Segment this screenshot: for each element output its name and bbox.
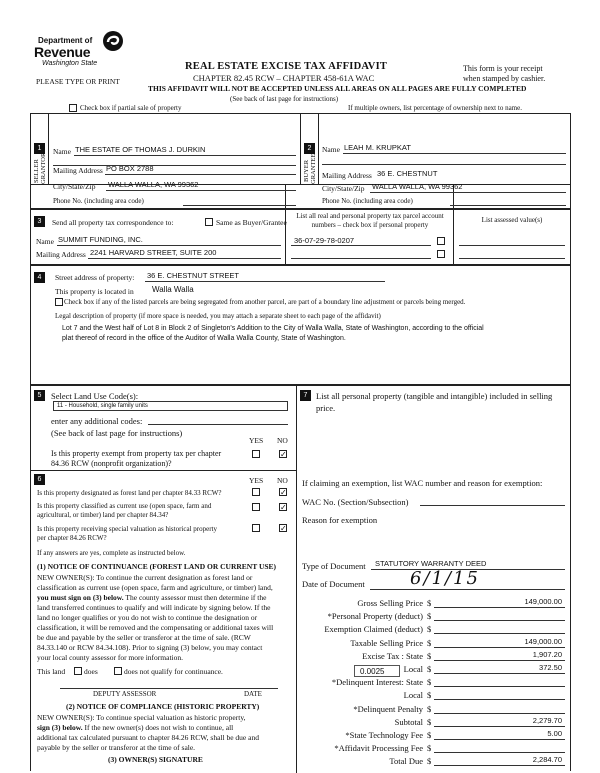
legal-description-label: Legal description of property (if more space is needed, you may attach a separate sheet to each page of the affidavit) bbox=[55, 312, 381, 320]
does-not-checkbox[interactable] bbox=[114, 667, 122, 675]
doc-type-value[interactable]: STATUTORY WARRANTY DEED bbox=[375, 559, 487, 568]
exempt-yes-checkbox[interactable] bbox=[252, 450, 260, 458]
legal-line-1[interactable]: Lot 7 and the West half of Lot 8 in Block 2 of Singleton's Addition to the City of Walla Walla, State of Washington, according to the official bbox=[62, 325, 484, 332]
correspondence-name-label: Name bbox=[36, 237, 54, 246]
form-warning: THIS AFFIDAVIT WILL NOT BE ACCEPTED UNLESS ALL AREAS ON ALL PAGES ARE FULLY COMPLETED bbox=[148, 84, 527, 93]
section-2-number: 2 bbox=[304, 143, 315, 154]
continuance-text-4: land transferred continues to qualify and will indicate by signing below. If the bbox=[37, 603, 271, 612]
fee-row-currency: $ bbox=[427, 677, 432, 687]
fee-row-value[interactable]: 149,000.00 bbox=[524, 637, 562, 646]
doc-date-value[interactable]: 6/1/15 bbox=[410, 568, 480, 589]
fee-row-value[interactable]: 2,279.70 bbox=[532, 716, 562, 725]
fee-row-currency: $ bbox=[427, 598, 432, 608]
s5-yes-header: YES bbox=[249, 436, 264, 445]
fee-row-label: *Delinquent Interest: State bbox=[331, 677, 423, 687]
fee-row-label: Local bbox=[403, 690, 423, 700]
fee-row-label: *State Technology Fee bbox=[345, 730, 423, 740]
current-use-question-2: agricultural, or timber) land per chapter 84.34? bbox=[37, 511, 169, 519]
wa-swirl-icon bbox=[102, 30, 124, 52]
s6-no-header: NO bbox=[277, 476, 288, 485]
correspondence-name-value[interactable]: SUMMIT FUNDING, INC. bbox=[58, 235, 143, 244]
forest-yes-checkbox[interactable] bbox=[252, 488, 260, 496]
seller-mailing-label: Mailing Address bbox=[53, 166, 103, 175]
fee-row-currency: $ bbox=[427, 690, 432, 700]
parcel-2-checkbox[interactable] bbox=[437, 250, 445, 258]
parties-lower-frame bbox=[30, 113, 571, 209]
reason-label: Reason for exemption bbox=[302, 515, 378, 525]
historic-question-2: per chapter 84.26 RCW? bbox=[37, 534, 107, 542]
this-land-label: This land bbox=[37, 667, 66, 676]
grantee-label: GRANTEE bbox=[310, 153, 317, 184]
historic-text-4: payable by the seller or transferor at the time of sale. bbox=[37, 743, 196, 752]
exemption-label: If claiming an exemption, list WAC number and reason for exemption: bbox=[302, 478, 543, 488]
local-rate-box[interactable] bbox=[354, 665, 400, 677]
fee-row-label: Local bbox=[403, 664, 423, 674]
fee-row-currency: $ bbox=[427, 730, 432, 740]
parcels-header-2: numbers – check box if personal property bbox=[311, 221, 429, 229]
instructions-note: (See back of last page for instructions) bbox=[230, 95, 339, 103]
fee-row-value[interactable]: 1,907.20 bbox=[532, 650, 562, 659]
parcel-1-value[interactable]: 36-07-29-78-0207 bbox=[294, 236, 355, 245]
land-use-value: 11 - Household, single family units bbox=[57, 403, 148, 409]
fee-row-value[interactable]: 5.00 bbox=[547, 729, 562, 738]
form-subtitle: CHAPTER 82.45 RCW – CHAPTER 458-61A WAC bbox=[193, 73, 375, 83]
buyer-city-label: City/State/Zip bbox=[322, 184, 365, 193]
section-1-number: 1 bbox=[34, 143, 45, 154]
forest-question: Is this property designated as forest land per chapter 84.33 RCW? bbox=[37, 489, 222, 497]
current-use-question-1: Is this property classified as current use (open space, farm and bbox=[37, 502, 212, 510]
fee-row-label: Excise Tax : State bbox=[362, 651, 423, 661]
doc-date-label: Date of Document bbox=[302, 579, 365, 589]
continuance-text-3: you must sign on (3) below. The county assessor must then determine if the bbox=[37, 593, 267, 602]
buyer-phone-label: Phone No. (including area code) bbox=[322, 197, 413, 205]
correspondence-mailing-label: Mailing Address bbox=[36, 250, 86, 259]
continuance-text-7: be due and payable by the seller or transferor at the time of sale. (RCW bbox=[37, 633, 251, 642]
print-note: PLEASE TYPE OR PRINT bbox=[36, 77, 120, 86]
seller-city-value[interactable]: WALLA WALLA, WA 99362 bbox=[108, 180, 199, 189]
section-6-number: 6 bbox=[34, 474, 45, 485]
deputy-assessor-label: DEPUTY ASSESSOR bbox=[93, 690, 157, 698]
does-label: does bbox=[84, 667, 98, 676]
fee-row-label: Subtotal bbox=[394, 717, 423, 727]
form-title: REAL ESTATE EXCISE TAX AFFIDAVIT bbox=[185, 61, 388, 72]
fee-row-currency: $ bbox=[427, 717, 432, 727]
partial-sale-label: Check box if partial sale of property bbox=[80, 104, 182, 112]
land-use-label: Select Land Use Code(s): bbox=[51, 391, 139, 401]
current-use-yes-checkbox[interactable] bbox=[252, 503, 260, 511]
personal-property-label-2: price. bbox=[316, 403, 336, 413]
current-use-no-checkbox[interactable]: ✓ bbox=[280, 503, 287, 512]
continuance-text-6: classification, it will be removed and the compensating or additional taxes will bbox=[37, 623, 274, 632]
does-not-label: does not qualify for continuance. bbox=[124, 667, 223, 676]
historic-text-2: sign (3) below. If the new owner(s) does not wish to continue, all bbox=[37, 723, 234, 732]
fee-row-value[interactable]: 149,000.00 bbox=[524, 597, 562, 606]
street-address-value[interactable]: 36 E. CHESTNUT STREET bbox=[147, 271, 239, 280]
fee-row-currency: $ bbox=[427, 664, 432, 674]
section-3-number: 3 bbox=[34, 216, 45, 227]
s5-no-header: NO bbox=[277, 436, 288, 445]
multiple-owners-note: If multiple owners, list percentage of ownership next to name. bbox=[348, 104, 522, 112]
send-correspondence-label: Send all property tax correspondence to: bbox=[52, 218, 174, 227]
exempt-no-checkbox[interactable]: ✓ bbox=[280, 450, 287, 459]
parcels-header-1: List all real and personal property tax parcel account bbox=[296, 212, 444, 220]
parcel-1-checkbox[interactable] bbox=[437, 237, 445, 245]
historic-text-3: additional tax calculated pursuant to chapter 84.26 RCW, shall be due and bbox=[37, 733, 259, 742]
historic-notice-title: (2) NOTICE OF COMPLIANCE (HISTORIC PROPERTY) bbox=[66, 702, 260, 711]
same-as-buyer-label: Same as Buyer/Grantee bbox=[216, 218, 287, 227]
date-label: DATE bbox=[244, 690, 262, 698]
located-in-value[interactable]: Walla Walla bbox=[152, 285, 194, 294]
local-rate-value: 0.0025 bbox=[360, 667, 385, 676]
legal-line-2[interactable]: plat thereof of record in the office of the Auditor of Walla Walla County, State of Washington. bbox=[62, 335, 346, 342]
historic-question-1: Is this property receiving special valuation as historical property bbox=[37, 525, 218, 533]
located-in-label: This property is located in bbox=[55, 287, 134, 296]
continuance-title: (1) NOTICE OF CONTINUANCE (FOREST LAND OR CURRENT USE) bbox=[37, 562, 277, 571]
buyer-name-label: Name bbox=[322, 145, 340, 154]
receipt-note-2: when stamped by cashier. bbox=[463, 74, 546, 83]
fee-row-label: Taxable Selling Price bbox=[350, 638, 423, 648]
street-address-label: Street address of property: bbox=[55, 273, 135, 282]
continuance-text-2: classification as current use (open space, farm and agriculture, or timber) land, bbox=[37, 583, 273, 592]
agency-line-3: Washington State bbox=[42, 60, 98, 67]
exempt-question-2: 84.36 RCW (nonprofit organization)? bbox=[51, 459, 172, 468]
personal-property-label-1: List all personal property (tangible and intangible) included in selling bbox=[316, 391, 553, 401]
dor-logo bbox=[34, 30, 134, 70]
section-5-number: 5 bbox=[34, 390, 45, 401]
seller-mailing-value[interactable]: PO BOX 2788 bbox=[106, 164, 154, 173]
fee-row-value[interactable]: 2,284.70 bbox=[532, 755, 562, 764]
fee-row-currency: $ bbox=[427, 638, 432, 648]
section-7-number: 7 bbox=[300, 390, 311, 401]
agency-line-2: Revenue bbox=[34, 44, 91, 60]
receipt-note-1: This form is your receipt bbox=[463, 64, 543, 73]
section-4-number: 4 bbox=[34, 272, 45, 283]
partial-sale-checkbox[interactable] bbox=[69, 104, 77, 112]
forest-no-checkbox[interactable]: ✓ bbox=[280, 488, 287, 497]
fee-row-currency: $ bbox=[427, 756, 432, 766]
agency-line-1: Department of bbox=[38, 36, 93, 45]
buyer-mailing-label: Mailing Address bbox=[322, 171, 372, 180]
land-use-select[interactable] bbox=[53, 401, 288, 411]
continuance-text-5: land no longer qualifies or you do not wish to continue the designation or bbox=[37, 613, 258, 622]
buyer-label: BUYER bbox=[303, 159, 310, 183]
exempt-question-1: Is this property exempt from property tax per chapter bbox=[51, 449, 222, 458]
fee-row-currency: $ bbox=[427, 651, 432, 661]
historic-text-1: NEW OWNER(S): To continue special valuation as historic property, bbox=[37, 713, 246, 722]
buyer-city-value[interactable]: WALLA WALLA, WA 99362 bbox=[372, 182, 463, 191]
fee-row-label: Exemption Claimed (deduct) bbox=[324, 624, 423, 634]
fee-row-currency: $ bbox=[427, 704, 432, 714]
see-back-instructions: (See back of last page for instructions) bbox=[51, 428, 183, 438]
doc-type-label: Type of Document bbox=[302, 561, 366, 571]
fee-row-value[interactable]: 372.50 bbox=[539, 663, 562, 672]
continuance-text-8: 84.33.140 or RCW 84.34.108). Prior to signing (3) below, you may contact bbox=[37, 643, 263, 652]
fee-row-currency: $ bbox=[427, 624, 432, 634]
correspondence-mailing-value[interactable]: 2241 HARVARD STREET, SUITE 200 bbox=[90, 248, 217, 257]
additional-codes-label: enter any additional codes: bbox=[51, 416, 143, 426]
fee-row-label: *Affidavit Processing Fee bbox=[334, 743, 423, 753]
fee-row-currency: $ bbox=[427, 743, 432, 753]
s6-yes-header: YES bbox=[249, 476, 264, 485]
same-as-buyer-checkbox[interactable] bbox=[205, 218, 213, 226]
assessed-header: List assessed value(s) bbox=[481, 216, 543, 224]
seller-name-label: Name bbox=[53, 147, 71, 156]
if-yes-note: If any answers are yes, complete as instructed below. bbox=[37, 549, 186, 557]
continuance-text-1: NEW OWNER(S): To continue the current designation as forest land or bbox=[37, 573, 253, 582]
does-checkbox[interactable] bbox=[74, 667, 82, 675]
seller-label: SELLER bbox=[33, 159, 40, 183]
buyer-name-value[interactable]: LEAH M. KRUPKAT bbox=[344, 143, 411, 152]
owner-signature-title: (3) OWNER(S) SIGNATURE bbox=[108, 755, 203, 764]
fee-row-label: *Delinquent Penalty bbox=[353, 704, 423, 714]
seller-city-label: City/State/Zip bbox=[53, 182, 96, 191]
segregated-checkbox[interactable] bbox=[55, 298, 63, 306]
grantor-label: GRANTOR bbox=[40, 152, 47, 184]
historic-yes-checkbox[interactable] bbox=[252, 524, 260, 532]
continuance-text-9: your local county assessor for more information. bbox=[37, 653, 184, 662]
fee-row-label: Gross Selling Price bbox=[357, 598, 423, 608]
seller-phone-label: Phone No. (including area code) bbox=[53, 197, 144, 205]
fee-row-label: Total Due bbox=[389, 756, 423, 766]
fee-row-label: *Personal Property (deduct) bbox=[327, 611, 423, 621]
seller-name-value[interactable]: THE ESTATE OF THOMAS J. DURKIN bbox=[75, 145, 206, 154]
buyer-mailing-value[interactable]: 36 E. CHESTNUT bbox=[377, 169, 438, 178]
historic-no-checkbox[interactable]: ✓ bbox=[280, 524, 287, 533]
segregated-label: Check box if any of the listed parcels are being segregated from another parcel, are part of a boundary line adjustment or parcels being merged. bbox=[64, 298, 466, 306]
fee-row-currency: $ bbox=[427, 611, 432, 621]
wac-label: WAC No. (Section/Subsection) bbox=[302, 497, 409, 507]
